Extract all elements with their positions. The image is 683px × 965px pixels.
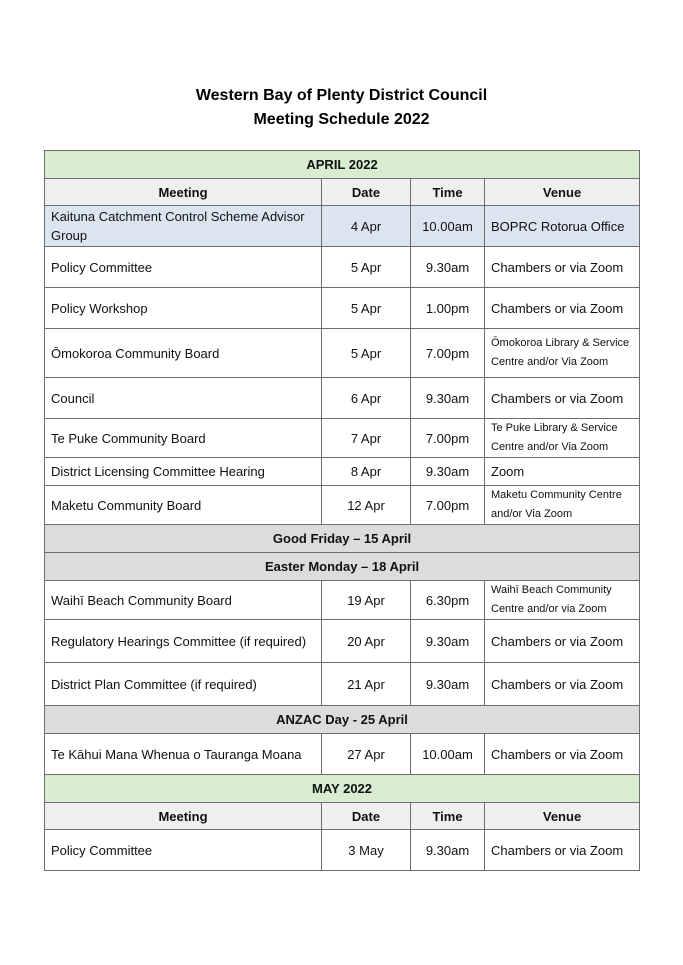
time-cell: 9.30am [411,663,485,706]
col-header-time: Time [411,179,485,206]
time-cell: 7.00pm [411,486,485,525]
col-header-date: Date [322,803,411,830]
meeting-cell: Kaituna Catchment Control Scheme Advisor Group [45,206,322,247]
meeting-cell: Waihī Beach Community Board [45,581,322,620]
table-row [45,247,640,288]
venue-cell: Chambers or via Zoom [485,663,640,706]
meeting-cell: District Licensing Committee Hearing [45,458,322,486]
venue-cell: Chambers or via Zoom [485,734,640,775]
table-row [45,734,640,775]
col-header-meeting: Meeting [45,179,322,206]
document-title [0,84,683,132]
date-cell: 5 Apr [322,247,411,288]
time-cell: 9.30am [411,378,485,419]
holiday-easter-monday: Easter Monday – 18 April [45,553,640,581]
meeting-cell: District Plan Committee (if required) [45,663,322,706]
date-cell: 12 Apr [322,486,411,525]
table-row [45,486,640,525]
holiday-row [45,553,640,581]
month-row-april [45,151,640,179]
month-row-may [45,775,640,803]
date-cell: 21 Apr [322,663,411,706]
table-row [45,206,640,247]
col-header-venue: Venue [485,803,640,830]
date-cell: 27 Apr [322,734,411,775]
meeting-cell: Ōmokoroa Community Board [45,329,322,378]
meeting-cell: Council [45,378,322,419]
time-cell: 7.00pm [411,329,485,378]
meeting-cell: Policy Workshop [45,288,322,329]
table-row [45,663,640,706]
date-cell: 5 Apr [322,288,411,329]
meeting-cell: Regulatory Hearings Committee (if required) [45,620,322,663]
month-label: MAY 2022 [45,775,640,803]
holiday-row [45,706,640,734]
table-row [45,458,640,486]
date-cell: 8 Apr [322,458,411,486]
time-cell: 10.00am [411,734,485,775]
meeting-schedule-table [44,150,640,871]
table-row [45,830,640,871]
venue-cell: Chambers or via Zoom [485,247,640,288]
title-council: Western Bay of Plenty District Council [195,87,488,104]
date-cell: 5 Apr [322,329,411,378]
venue-cell: BOPRC Rotorua Office [485,206,640,247]
venue-cell: Chambers or via Zoom [485,620,640,663]
venue-cell: Chambers or via Zoom [485,830,640,871]
time-cell: 9.30am [411,830,485,871]
date-cell: 20 Apr [322,620,411,663]
time-cell: 9.30am [411,620,485,663]
venue-cell: Maketu Community Centre and/or Via Zoom [485,486,640,525]
table-row [45,419,640,458]
meeting-cell: Te Kāhui Mana Whenua o Tauranga Moana [45,734,322,775]
month-label: APRIL 2022 [45,151,640,179]
venue-cell: Te Puke Library & Service Centre and/or Via Zoom [485,419,640,458]
holiday-good-friday: Good Friday – 15 April [45,525,640,553]
meeting-cell: Te Puke Community Board [45,419,322,458]
holiday-row [45,525,640,553]
col-header-date: Date [322,179,411,206]
meeting-cell: Maketu Community Board [45,486,322,525]
date-cell: 6 Apr [322,378,411,419]
holiday-anzac-day: ANZAC Day - 25 April [45,706,640,734]
table-row [45,329,640,378]
table-row [45,581,640,620]
venue-cell: Chambers or via Zoom [485,378,640,419]
venue-cell: Ōmokoroa Library & Service Centre and/or Via Zoom [485,329,640,378]
date-cell: 19 Apr [322,581,411,620]
time-cell: 10.00am [411,206,485,247]
table-row [45,620,640,663]
time-cell: 9.30am [411,247,485,288]
meeting-cell: Policy Committee [45,247,322,288]
date-cell: 3 May [322,830,411,871]
time-cell: 6.30pm [411,581,485,620]
table-row [45,288,640,329]
header-row [45,803,640,830]
title-schedule: Meeting Schedule 2022 [253,111,430,128]
col-header-time: Time [411,803,485,830]
col-header-venue: Venue [485,179,640,206]
header-row [45,179,640,206]
meeting-cell: Policy Committee [45,830,322,871]
date-cell: 7 Apr [322,419,411,458]
time-cell: 7.00pm [411,419,485,458]
date-cell: 4 Apr [322,206,411,247]
time-cell: 1.00pm [411,288,485,329]
venue-cell: Waihī Beach Community Centre and/or via Zoom [485,581,640,620]
table-row [45,378,640,419]
time-cell: 9.30am [411,458,485,486]
venue-cell: Zoom [485,458,640,486]
col-header-meeting: Meeting [45,803,322,830]
venue-cell: Chambers or via Zoom [485,288,640,329]
